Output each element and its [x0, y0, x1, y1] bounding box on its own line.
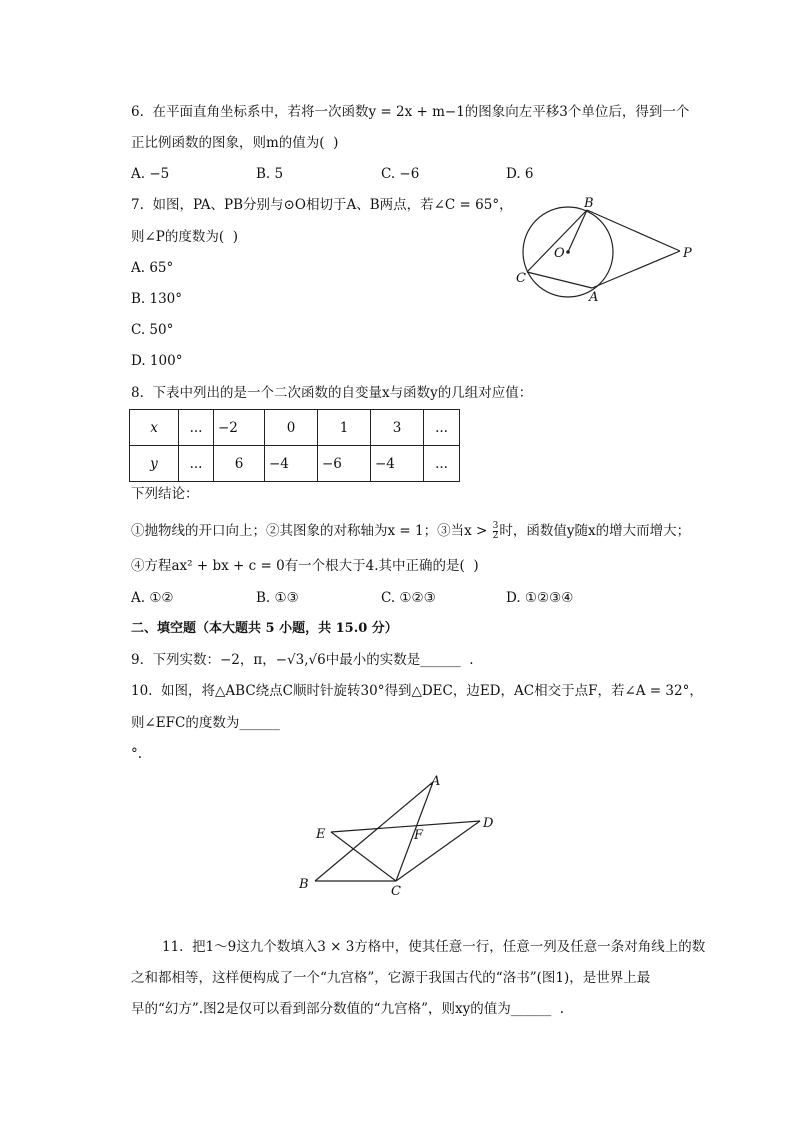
q7-option-c[interactable]: C. 50°	[131, 322, 174, 338]
q8-conclusion-4: ④方程ax² + bx + c = 0有一个根大于4.其中正确的是( )	[131, 558, 479, 574]
chord-ca	[527, 272, 592, 288]
q6-option-c[interactable]: C. −6	[381, 166, 420, 182]
segment-dc	[396, 821, 480, 881]
label-d: D	[483, 816, 494, 831]
table-cell: −6	[318, 446, 371, 482]
table-cell: −2	[214, 410, 265, 446]
q8-conclusion-tail: 时，函数值y随x的增大而增大；	[499, 523, 691, 539]
q11-line2: 之和都相等，这样便构成了一个“九宫格”，它源于我国古代的“洛书”(图1)，是世界上最	[131, 970, 651, 986]
label-o: O	[554, 246, 565, 261]
table-cell: 0	[265, 410, 318, 446]
label-p: P	[683, 246, 692, 261]
segment-ec	[331, 832, 396, 881]
q8-conclusions-intro: 下列结论：	[131, 486, 199, 502]
segment-ed	[331, 821, 480, 832]
q10-line2: 则∠EFC的度数为______	[131, 715, 280, 731]
q7-option-d[interactable]: D. 100°	[131, 353, 183, 369]
table-cell: 1	[318, 410, 371, 446]
q6-option-a[interactable]: A. −5	[131, 166, 170, 182]
table-row	[130, 446, 460, 482]
q8-value-table	[129, 409, 460, 482]
q10-line3: °.	[131, 746, 143, 762]
table-cell: −4	[371, 446, 424, 482]
fraction: $\frac{3}{2}$	[492, 521, 499, 541]
q7-circle-tangent-figure	[505, 190, 705, 310]
label-c: C	[391, 884, 401, 899]
label-c: C	[516, 271, 526, 286]
q7-option-b[interactable]: B. 130°	[131, 291, 183, 307]
label-e: E	[316, 827, 326, 842]
table-cell: ...	[179, 446, 214, 482]
q7-line2: 则∠P的度数为( )	[131, 229, 239, 245]
radius-ob	[568, 210, 587, 252]
section-heading: 二、填空题（本大题共 5 小题，共 15.0 分）	[131, 621, 398, 636]
q6-line2: 正比例函数的图象，则m的值为( )	[131, 135, 339, 151]
table-cell: 3	[371, 410, 424, 446]
q6-line1: 6. 在平面直角坐标系中，若将一次函数y = 2x + m−1的图象向左平移3个单位后，得到一个	[131, 104, 690, 120]
q7-option-a[interactable]: A. 65°	[131, 260, 174, 276]
q6-option-b[interactable]: B. 5	[256, 166, 284, 182]
q10-rotation-figure	[290, 768, 510, 903]
table-cell: ...	[424, 446, 460, 482]
table-cell: ...	[179, 410, 214, 446]
table-cell: −4	[265, 446, 318, 482]
label-a: A	[431, 774, 441, 789]
table-cell: ...	[424, 410, 460, 446]
q8-option-a[interactable]: A. ①②	[131, 590, 174, 606]
q8-options	[131, 588, 616, 608]
label-a: A	[589, 290, 599, 305]
q8-option-c[interactable]: C. ①②③	[381, 590, 436, 606]
q8-stem: 8. 下表中列出的是一个二次函数的自变量x与函数y的几组对应值：	[131, 385, 533, 401]
q6-option-d[interactable]: D. 6	[506, 166, 534, 182]
q11-line1: 11. 把1～9这九个数填入3 × 3方格中，使其任意一行，任意一列及任意一条对角线上的数	[162, 939, 706, 955]
q8-conclusion-text: ①抛物线的开口向上；②其图象的对称轴为x = 1；③当x >	[131, 523, 492, 539]
table-cell: 6	[214, 446, 265, 482]
q10-line1: 10. 如图，将△ABC绕点C顺时针旋转30°得到△DEC，边ED，AC相交于点F，若∠A = 32°，	[131, 683, 703, 699]
label-f: F	[414, 828, 424, 843]
label-b: B	[299, 877, 309, 892]
tangent-pb	[587, 210, 680, 251]
table-cell: x	[130, 410, 179, 446]
tangent-pa	[592, 251, 680, 288]
q8-conclusion-1-3	[131, 521, 690, 541]
table-cell: y	[130, 446, 179, 482]
q6-options	[131, 164, 586, 184]
chord-bc	[527, 210, 587, 272]
q8-option-b[interactable]: B. ①③	[256, 590, 299, 606]
q8-option-d[interactable]: D. ①②③④	[506, 590, 574, 606]
q11-line3: 早的“幻方”.图2是仅可以看到部分数值的“九宫格”，则xy的值为______ .	[131, 1001, 565, 1017]
table-row	[130, 410, 460, 446]
center-o-dot	[566, 250, 570, 254]
q9-text: 9. 下列实数：−2，π，−√3,√6中最小的实数是______ .	[131, 652, 474, 668]
q7-line1: 7. 如图，PA、PB分别与⊙O相切于A、B两点，若∠C = 65°，	[131, 197, 513, 213]
label-b: B	[584, 196, 594, 211]
